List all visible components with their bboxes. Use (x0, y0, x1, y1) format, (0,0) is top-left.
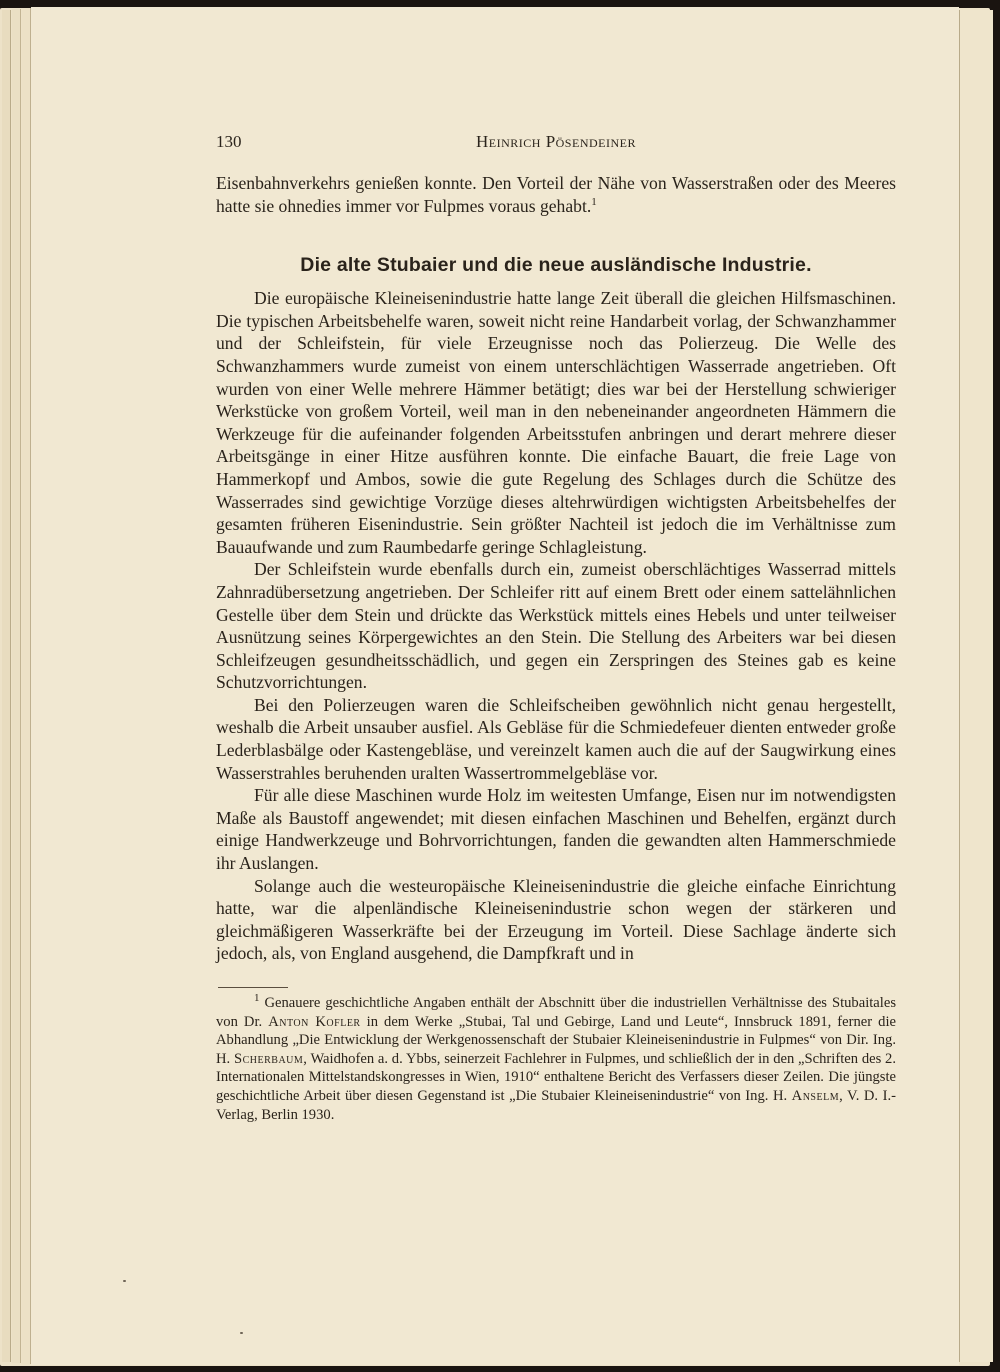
footnote-mark: 1 (254, 992, 260, 1005)
body-paragraph: Solange auch die westeuropäische Kleineisenindustrie die gleiche einfache Einrichtung hatte, war die alpenländische Kleineisenindustrie schon wegen der stärkeren und gleichmäßigeren Wasserkräfte bei der Erzeugung im Vorteil. Diese Sachlage änderte sich jedoch, als, von England ausgehend, die Dampfkraft und in (216, 875, 896, 964)
footnote-divider (218, 987, 288, 988)
intro-text: Eisenbahnverkehrs genießen konnte. Den Vorteil der Nähe von Wasserstraßen oder des Meeres hatte sie ohnedies immer vor Fulpmes voraus gehabt. (216, 173, 896, 216)
intro-paragraph (216, 172, 896, 217)
page-content (216, 128, 896, 1124)
body-paragraph: Für alle diese Maschinen wurde Holz im weitesten Umfange, Eisen nur im notwendigsten Maße als Baustoff angewendet; mit diesen einfachen Maschinen und Behelfen, ergänzt durch einige Handwerkzeuge und Bohrvorrichtungen, fanden die gewandten alten Hammerschmiede ihr Auslangen. (216, 785, 896, 874)
body-paragraph: Der Schleifstein wurde ebenfalls durch ein, zumeist oberschlächtiges Wasserrad mittels Zahnradübersetzung angetrieben. Der Schleifer ritt auf einem Brett oder einem sattelähnlichen Gestelle über dem Stein und drückte das Werkstück mittels eines Hebels und unter teilweiser Ausnützung seines Körpergewichtes an den Stein. Die Stellung des Arbeiters war bei diesen Schleifzeugen gesundheitsschädlich, und gegen ein Zerspringen des Steines gab es keine Schutzvorrichtungen. (216, 559, 896, 693)
footnote-segment: , Waidhofen a. d. Ybbs, seinerzeit Fachlehrer in Fulpmes, und schließlich der in den „Schriften des 2. Internationalen Mittelstandskongresses in Wien, 1910“ enthaltene Bericht des Verfassers dieser Zeilen. Die jüngste geschichtliche Arbeit über diesen Gegenstand ist „Die Stubaier Kleineisenindustrie“ von Ing. H. (216, 1050, 896, 1104)
footnote-reference: 1 (591, 195, 597, 208)
body-paragraph: Die europäische Kleineisenindustrie hatte lange Zeit überall die gleichen Hilfsmaschinen. Die typischen Arbeitsbehelfe waren, soweit nicht reine Handarbeit vorlag, der Schwanzhammer und der Schleifstein, für viele Erzeugnisse noch das Polierzeug. Die Welle des Schwanzhammers wurde zumeist von einem unterschlächtigen Wasserrade angetrieben. Oft wurden von einer Welle mehrere Hämmer betätigt; dies war bei der Herstellung schwieriger Werkstücke von großem Vorteil, weil man in den nebeneinander angeordneten Hämmern die Werkzeuge für die aufeinander folgenden Arbeitsstufen anbringen und derart mehrere dieser Arbeitsgänge in einer Hitze ausführen konnte. Die einfache Bauart, die freie Lage von Hammerkopf und Ambos, sowie die gute Regelung des Schlages durch die Schütze des Wasserrades sind gewichtige Vorzüge dieses altehrwürdigen wichtigsten Arbeitsbehelfes der gesamten früheren Eisenindustrie. Sein größter Nachteil ist jedoch die im Verhältnisse zum Bauaufwande und zum Raumbedarfe geringe Schlagleistung. (216, 288, 896, 557)
footnote-text (216, 994, 896, 1124)
author-name: Scherbaum (233, 1050, 304, 1067)
author-name: Anselm (791, 1087, 840, 1104)
page-edge (2, 10, 11, 1362)
page-number: 130 (216, 132, 242, 151)
paper-speck (123, 1280, 126, 1282)
footnote-segment: , V. D. I.-Verlag, Berlin 1930. (216, 1087, 896, 1123)
footnote-segment: Genauere geschichtliche Angaben enthält der Abschnitt über die industriellen Verhältnisse des Stubaitales von Dr. (216, 995, 896, 1030)
running-head (216, 128, 896, 158)
footnote (216, 994, 896, 1124)
page-edge (12, 9, 21, 1363)
facing-page-edge (959, 10, 993, 1362)
body-paragraph: Bei den Polierzeugen waren die Schleifscheiben gewöhnlich nicht genau hergestellt, weshalb die Arbeit unsauber ausfiel. Als Gebläse für die Schmiedefeuer dienten entweder große Lederblasbälge oder Kastengebläse, und vereinzelt kamen auch die auf der Saugwirkung eines Wasserstrahles beruhenden uralten Wassertrommelgebläse vor. (216, 694, 896, 783)
running-title: Heinrich Pösendeiner (476, 132, 636, 151)
paper-speck (240, 1332, 243, 1334)
section-heading: Die alte Stubaier und die neue ausländische Industrie. (300, 254, 812, 277)
author-name: Anton Kofler (268, 1013, 361, 1030)
page-edge (22, 8, 31, 1364)
footnote-segment: in dem Werke „Stubai, Tal und Gebirge, Land und Leute“, Innsbruck 1891, ferner die Abhandlung „Die Entwicklung der Werkgenossenschaft der Stubaier Kleineisenindustrie in Fulpmes“ von Dir. Ing. H. (216, 1013, 897, 1067)
